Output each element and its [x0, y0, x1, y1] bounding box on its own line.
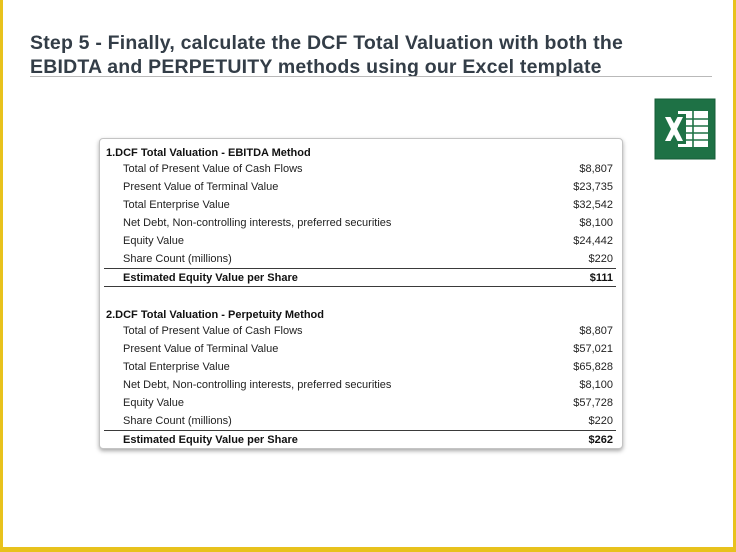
- table-row: [123, 323, 613, 339]
- row-value: $57,021: [573, 343, 613, 355]
- total-label: Estimated Equity Value per Share: [123, 434, 298, 446]
- row-label: Equity Value: [123, 397, 184, 409]
- row-divider: [104, 430, 616, 431]
- title-line-1: Step 5 - Finally, calculate the DCF Total Valuation with both the: [30, 32, 624, 54]
- row-value: $32,542: [573, 199, 613, 211]
- row-label: Net Debt, Non-controlling interests, preferred securities: [123, 379, 392, 391]
- row-value: $8,807: [579, 325, 613, 337]
- table-row: [123, 395, 613, 411]
- row-divider: [104, 268, 616, 269]
- dcf-valuation-table: [99, 138, 623, 449]
- row-label: Share Count (millions): [123, 253, 232, 265]
- row-divider: [104, 286, 616, 287]
- row-value: $65,828: [573, 361, 613, 373]
- row-label: Total of Present Value of Cash Flows: [123, 325, 303, 337]
- table-row: [123, 197, 613, 213]
- title-line-2: EBIDTA and PERPETUITY methods using our Excel template: [30, 56, 602, 78]
- row-label: Present Value of Terminal Value: [123, 343, 279, 355]
- total-label: Estimated Equity Value per Share: [123, 272, 298, 284]
- row-value: $8,100: [579, 379, 613, 391]
- total-value: $111: [589, 272, 613, 284]
- total-row: [123, 270, 613, 286]
- table-row: [123, 359, 613, 375]
- table-row: [123, 233, 613, 249]
- total-value: $262: [588, 434, 613, 446]
- row-label: Net Debt, Non-controlling interests, preferred securities: [123, 217, 392, 229]
- section-heading-perpetuity: 2.DCF Total Valuation - Perpetuity Method: [106, 309, 324, 321]
- row-label: Equity Value: [123, 235, 184, 247]
- row-label: Share Count (millions): [123, 415, 232, 427]
- table-row: [123, 413, 613, 429]
- row-value: $57,728: [573, 397, 613, 409]
- row-label: Total of Present Value of Cash Flows: [123, 163, 303, 175]
- excel-logo-icon: [654, 98, 716, 160]
- total-row: [123, 432, 613, 448]
- row-value: $220: [588, 415, 613, 427]
- table-row: [123, 341, 613, 357]
- row-value: $8,100: [579, 217, 613, 229]
- row-label: Present Value of Terminal Value: [123, 181, 279, 193]
- table-row: [123, 377, 613, 393]
- slide-title: [30, 31, 690, 79]
- table-row: [123, 161, 613, 177]
- table-row: [123, 251, 613, 267]
- title-divider: [30, 76, 712, 77]
- table-row: [123, 179, 613, 195]
- row-value: $8,807: [579, 163, 613, 175]
- row-value: $23,735: [573, 181, 613, 193]
- row-value: $24,442: [573, 235, 613, 247]
- row-label: Total Enterprise Value: [123, 361, 230, 373]
- table-row: [123, 215, 613, 231]
- row-label: Total Enterprise Value: [123, 199, 230, 211]
- row-value: $220: [588, 253, 613, 265]
- section-heading-ebitda: 1.DCF Total Valuation - EBITDA Method: [106, 147, 311, 159]
